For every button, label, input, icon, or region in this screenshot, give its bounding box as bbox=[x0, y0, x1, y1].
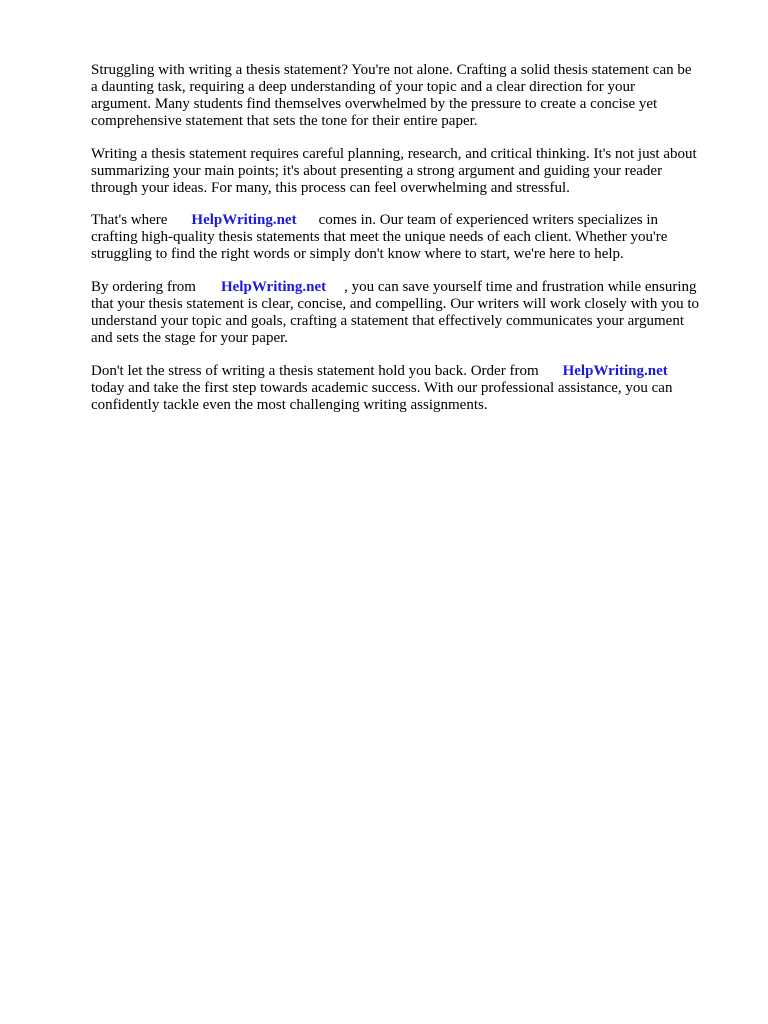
text-line: that your thesis statement is clear, concise, and compelling. Our writers will work closely with you to bbox=[91, 296, 700, 312]
text-line: argument. Many students find themselves overwhelmed by the pressure to create a concise yet bbox=[91, 96, 658, 112]
helpwriting-link[interactable]: HelpWriting.net bbox=[191, 212, 297, 228]
text-line: Struggling with writing a thesis statement? You're not alone. Crafting a solid thesis statement can be bbox=[91, 62, 692, 78]
text-line bbox=[91, 363, 731, 380]
text-line: confidently tackle even the most challenging writing assignments. bbox=[91, 397, 488, 413]
text-line: Writing a thesis statement requires careful planning, research, and critical thinking. It's not just about bbox=[91, 146, 697, 162]
helpwriting-link[interactable]: HelpWriting.net bbox=[562, 363, 668, 379]
text-line: struggling to find the right words or simply don't know where to start, we're here to help. bbox=[91, 246, 624, 262]
text-segment: By ordering from bbox=[91, 279, 196, 295]
text-line: a daunting task, requiring a deep understanding of your topic and a clear direction for your bbox=[91, 79, 635, 95]
text-segment: comes in. Our team of experienced writers specializes in bbox=[318, 212, 659, 228]
text-line: summarizing your main points; it's about presenting a strong argument and guiding your reader bbox=[91, 163, 663, 179]
text-line bbox=[91, 212, 731, 229]
text-line bbox=[91, 279, 731, 296]
paragraph-call-to-action bbox=[91, 363, 731, 414]
paragraph-requirements bbox=[91, 146, 731, 197]
text-segment: Don't let the stress of writing a thesis statement hold you back. Order from bbox=[91, 363, 539, 379]
text-line: through your ideas. For many, this process can feel overwhelming and stressful. bbox=[91, 180, 570, 196]
text-line: today and take the first step towards academic success. With our professional assistance, you can bbox=[91, 380, 673, 396]
text-line: understand your topic and goals, crafting a statement that effectively communicates your argument bbox=[91, 313, 685, 329]
text-segment: , you can save yourself time and frustration while ensuring bbox=[344, 279, 697, 295]
paragraph-service bbox=[91, 212, 731, 263]
paragraph-intro bbox=[91, 62, 731, 130]
text-line: comprehensive statement that sets the tone for their entire paper. bbox=[91, 113, 478, 129]
text-segment: That's where bbox=[91, 212, 168, 228]
text-line: and sets the stage for your paper. bbox=[91, 330, 289, 346]
text-line: crafting high-quality thesis statements that meet the unique needs of each client. Whether you're bbox=[91, 229, 668, 245]
helpwriting-link[interactable]: HelpWriting.net bbox=[220, 279, 327, 295]
paragraph-ordering bbox=[91, 279, 731, 347]
